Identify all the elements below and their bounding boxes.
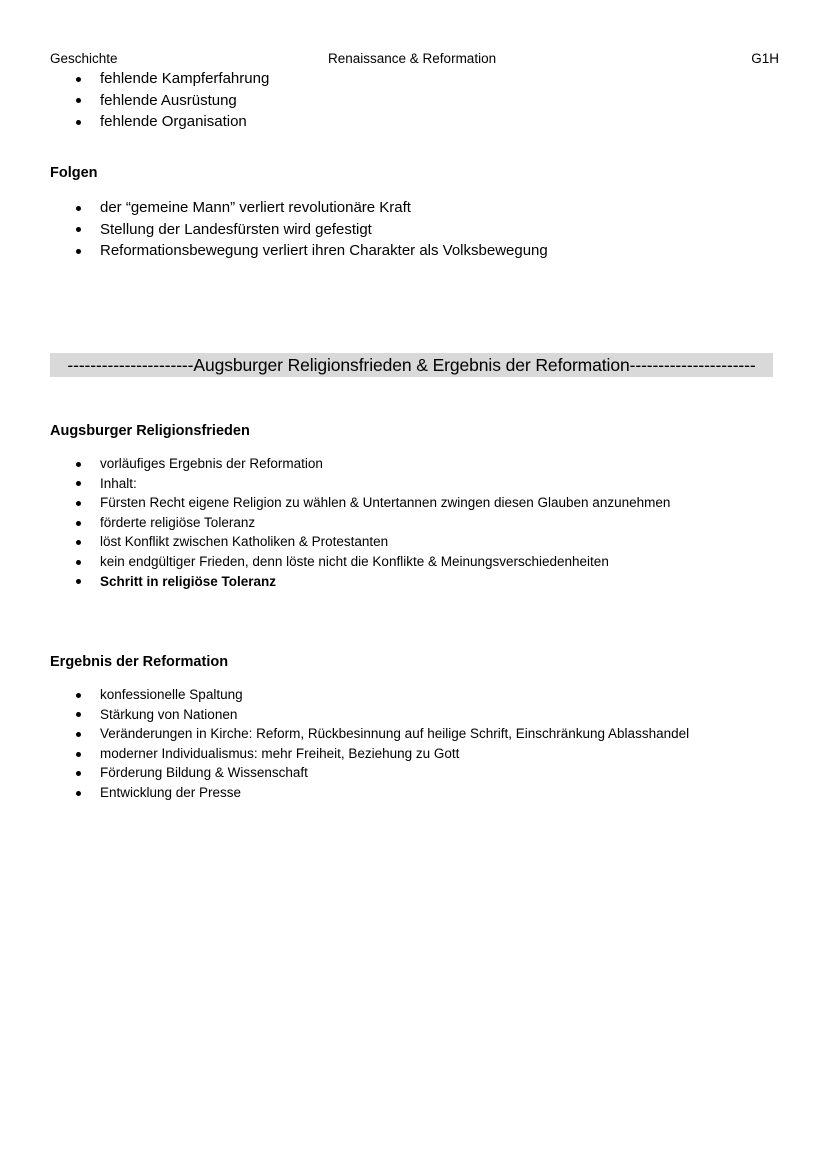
list-item: fehlende Organisation	[50, 111, 269, 133]
header-class: G1H	[751, 51, 779, 66]
header-subject: Geschichte	[50, 51, 118, 66]
bullet-icon	[76, 791, 81, 796]
bullet-icon	[76, 98, 81, 103]
bullet-icon	[76, 120, 81, 125]
bullet-icon	[76, 227, 81, 232]
list-item: Entwicklung der Presse	[50, 783, 689, 803]
list-item: fehlende Ausrüstung	[50, 90, 269, 112]
heading-religionsfrieden: Augsburger Religionsfrieden	[50, 423, 250, 439]
bullet-icon	[76, 77, 81, 82]
bullet-icon	[76, 462, 81, 467]
bullet-icon	[76, 481, 81, 486]
bullet-icon	[76, 732, 81, 737]
list-item: Stärkung von Nationen	[50, 705, 689, 725]
top-bullet-list	[50, 68, 269, 133]
list-item: der “gemeine Mann” verliert revolutionäre Kraft	[50, 197, 548, 219]
header-topic: Renaissance & Reformation	[328, 51, 497, 66]
bullet-icon	[76, 752, 81, 757]
bullet-icon	[76, 521, 81, 526]
bullet-icon	[76, 579, 81, 584]
heading-folgen: Folgen	[50, 165, 98, 181]
list-item: kein endgültiger Frieden, denn löste nicht die Konflikte & Meinungsverschiedenheiten	[50, 552, 670, 572]
list-item: Förderung Bildung & Wissenschaft	[50, 763, 689, 783]
bullet-icon	[76, 249, 81, 254]
bullet-icon	[76, 693, 81, 698]
bullet-icon	[76, 771, 81, 776]
list-item: löst Konflikt zwischen Katholiken & Protestanten	[50, 532, 670, 552]
religionsfrieden-list	[50, 454, 670, 591]
bullet-icon	[76, 712, 81, 717]
heading-ergebnis: Ergebnis der Reformation	[50, 654, 229, 670]
bullet-icon	[76, 540, 81, 545]
page-header	[50, 50, 779, 68]
bullet-icon	[76, 560, 81, 565]
list-item: Reformationsbewegung verliert ihren Charakter als Volksbewegung	[50, 240, 548, 262]
list-item: Fürsten Recht eigene Religion zu wählen & Untertannen zwingen diesen Glauben anzunehmen	[50, 493, 670, 513]
list-item: fehlende Kampferfahrung	[50, 68, 269, 90]
bullet-icon	[76, 206, 81, 211]
list-item: Schritt in religiöse Toleranz	[50, 572, 670, 592]
list-item: Inhalt:	[50, 474, 670, 494]
ergebnis-list	[50, 685, 689, 803]
bullet-icon	[76, 501, 81, 506]
list-item: förderte religiöse Toleranz	[50, 513, 670, 533]
section-divider: ----------------------Augsburger Religionsfrieden & Ergebnis der Reformation----------------------	[50, 353, 773, 377]
list-item: vorläufiges Ergebnis der Reformation	[50, 454, 670, 474]
list-item: moderner Individualismus: mehr Freiheit, Beziehung zu Gott	[50, 744, 689, 764]
list-item: Veränderungen in Kirche: Reform, Rückbesinnung auf heilige Schrift, Einschränkung Ablasshandel	[50, 724, 689, 744]
list-item: Stellung der Landesfürsten wird gefestigt	[50, 219, 548, 241]
folgen-list	[50, 197, 548, 262]
list-item: konfessionelle Spaltung	[50, 685, 689, 705]
